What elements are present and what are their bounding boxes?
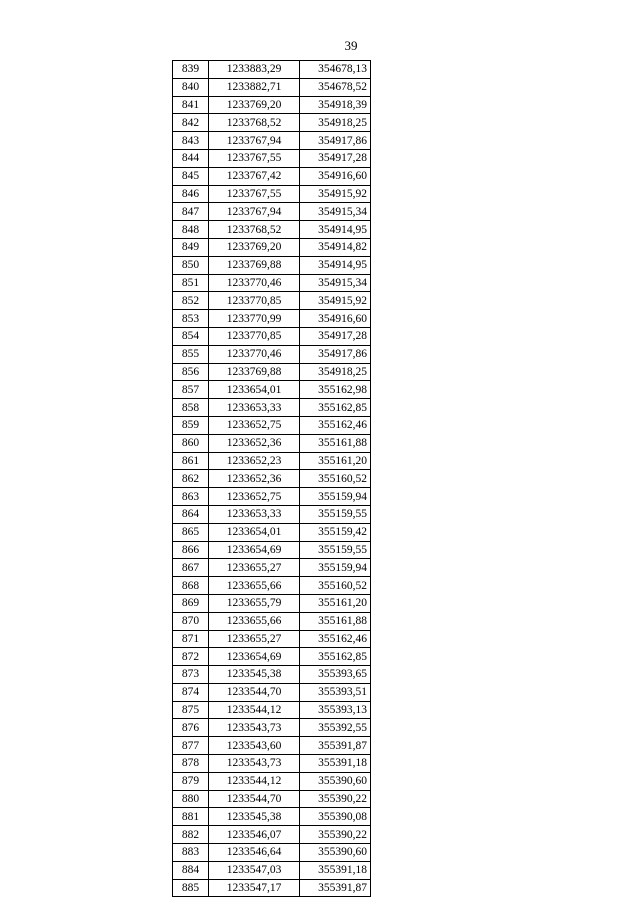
table-row <box>173 310 371 328</box>
y-coordinate-cell: 354915,34 <box>300 203 371 221</box>
table-row <box>173 96 371 114</box>
x-coordinate-cell: 1233546,07 <box>209 826 300 844</box>
point-number-cell: 882 <box>173 826 209 844</box>
x-coordinate-cell: 1233767,94 <box>209 132 300 150</box>
x-coordinate-cell: 1233769,88 <box>209 363 300 381</box>
table-row <box>173 772 371 790</box>
point-number-cell: 883 <box>173 844 209 862</box>
table-row <box>173 630 371 648</box>
table-row <box>173 612 371 630</box>
point-number-cell: 850 <box>173 256 209 274</box>
point-number-cell: 872 <box>173 648 209 666</box>
table-row <box>173 221 371 239</box>
x-coordinate-cell: 1233652,36 <box>209 470 300 488</box>
y-coordinate-cell: 355161,88 <box>300 434 371 452</box>
table-row <box>173 523 371 541</box>
table-row <box>173 648 371 666</box>
x-coordinate-cell: 1233655,66 <box>209 612 300 630</box>
x-coordinate-cell: 1233770,46 <box>209 274 300 292</box>
table-row <box>173 683 371 701</box>
y-coordinate-cell: 355391,87 <box>300 879 371 897</box>
point-number-cell: 854 <box>173 327 209 345</box>
x-coordinate-cell: 1233882,71 <box>209 78 300 96</box>
y-coordinate-cell: 354916,60 <box>300 167 371 185</box>
x-coordinate-cell: 1233546,64 <box>209 844 300 862</box>
point-number-cell: 842 <box>173 114 209 132</box>
point-number-cell: 867 <box>173 559 209 577</box>
y-coordinate-cell: 355391,18 <box>300 861 371 879</box>
table-row <box>173 345 371 363</box>
x-coordinate-cell: 1233770,46 <box>209 345 300 363</box>
x-coordinate-cell: 1233654,01 <box>209 523 300 541</box>
x-coordinate-cell: 1233544,70 <box>209 790 300 808</box>
x-coordinate-cell: 1233767,42 <box>209 167 300 185</box>
point-number-cell: 881 <box>173 808 209 826</box>
y-coordinate-cell: 354915,34 <box>300 274 371 292</box>
table-row <box>173 879 371 897</box>
x-coordinate-cell: 1233767,55 <box>209 185 300 203</box>
point-number-cell: 866 <box>173 541 209 559</box>
x-coordinate-cell: 1233654,69 <box>209 648 300 666</box>
point-number-cell: 869 <box>173 594 209 612</box>
y-coordinate-cell: 355390,22 <box>300 790 371 808</box>
table-row <box>173 399 371 417</box>
table-row <box>173 203 371 221</box>
table-row <box>173 434 371 452</box>
table-row <box>173 737 371 755</box>
y-coordinate-cell: 355162,98 <box>300 381 371 399</box>
table-row <box>173 844 371 862</box>
y-coordinate-cell: 355159,94 <box>300 559 371 577</box>
table-row <box>173 149 371 167</box>
x-coordinate-cell: 1233768,52 <box>209 114 300 132</box>
point-number-cell: 847 <box>173 203 209 221</box>
page-number: 39 <box>344 38 358 53</box>
table-row <box>173 238 371 256</box>
table-row <box>173 594 371 612</box>
table-row <box>173 470 371 488</box>
table-row <box>173 719 371 737</box>
x-coordinate-cell: 1233653,33 <box>209 399 300 417</box>
x-coordinate-cell: 1233543,60 <box>209 737 300 755</box>
x-coordinate-cell: 1233544,12 <box>209 772 300 790</box>
table-row <box>173 488 371 506</box>
table-row <box>173 292 371 310</box>
x-coordinate-cell: 1233652,75 <box>209 416 300 434</box>
y-coordinate-cell: 355162,85 <box>300 648 371 666</box>
table-row <box>173 185 371 203</box>
x-coordinate-cell: 1233543,73 <box>209 719 300 737</box>
coordinates-table <box>172 60 371 897</box>
point-number-cell: 880 <box>173 790 209 808</box>
point-number-cell: 873 <box>173 666 209 684</box>
x-coordinate-cell: 1233654,01 <box>209 381 300 399</box>
y-coordinate-cell: 355162,46 <box>300 630 371 648</box>
point-number-cell: 879 <box>173 772 209 790</box>
y-coordinate-cell: 355390,60 <box>300 844 371 862</box>
point-number-cell: 851 <box>173 274 209 292</box>
x-coordinate-cell: 1233547,03 <box>209 861 300 879</box>
table-row <box>173 577 371 595</box>
x-coordinate-cell: 1233547,17 <box>209 879 300 897</box>
point-number-cell: 877 <box>173 737 209 755</box>
x-coordinate-cell: 1233767,94 <box>209 203 300 221</box>
y-coordinate-cell: 354678,52 <box>300 78 371 96</box>
point-number-cell: 858 <box>173 399 209 417</box>
point-number-cell: 874 <box>173 683 209 701</box>
point-number-cell: 865 <box>173 523 209 541</box>
coordinates-table-body <box>173 61 371 897</box>
y-coordinate-cell: 354918,25 <box>300 114 371 132</box>
y-coordinate-cell: 354918,25 <box>300 363 371 381</box>
y-coordinate-cell: 355390,08 <box>300 808 371 826</box>
table-row <box>173 861 371 879</box>
table-row <box>173 452 371 470</box>
y-coordinate-cell: 354917,28 <box>300 149 371 167</box>
x-coordinate-cell: 1233767,55 <box>209 149 300 167</box>
point-number-cell: 870 <box>173 612 209 630</box>
table-row <box>173 78 371 96</box>
y-coordinate-cell: 355161,20 <box>300 452 371 470</box>
table-row <box>173 666 371 684</box>
point-number-cell: 884 <box>173 861 209 879</box>
y-coordinate-cell: 355390,60 <box>300 772 371 790</box>
table-row <box>173 755 371 773</box>
table-row <box>173 790 371 808</box>
point-number-cell: 846 <box>173 185 209 203</box>
y-coordinate-cell: 354916,60 <box>300 310 371 328</box>
x-coordinate-cell: 1233769,20 <box>209 96 300 114</box>
point-number-cell: 871 <box>173 630 209 648</box>
x-coordinate-cell: 1233543,73 <box>209 755 300 773</box>
point-number-cell: 875 <box>173 701 209 719</box>
y-coordinate-cell: 355159,42 <box>300 523 371 541</box>
x-coordinate-cell: 1233652,36 <box>209 434 300 452</box>
table-row <box>173 167 371 185</box>
point-number-cell: 848 <box>173 221 209 239</box>
x-coordinate-cell: 1233770,99 <box>209 310 300 328</box>
x-coordinate-cell: 1233655,27 <box>209 630 300 648</box>
table-row <box>173 416 371 434</box>
point-number-cell: 841 <box>173 96 209 114</box>
y-coordinate-cell: 354914,95 <box>300 256 371 274</box>
y-coordinate-cell: 354917,28 <box>300 327 371 345</box>
x-coordinate-cell: 1233545,38 <box>209 666 300 684</box>
point-number-cell: 863 <box>173 488 209 506</box>
x-coordinate-cell: 1233768,52 <box>209 221 300 239</box>
y-coordinate-cell: 355393,51 <box>300 683 371 701</box>
x-coordinate-cell: 1233652,23 <box>209 452 300 470</box>
x-coordinate-cell: 1233652,75 <box>209 488 300 506</box>
x-coordinate-cell: 1233654,69 <box>209 541 300 559</box>
x-coordinate-cell: 1233883,29 <box>209 61 300 79</box>
point-number-cell: 885 <box>173 879 209 897</box>
x-coordinate-cell: 1233655,79 <box>209 594 300 612</box>
table-row <box>173 541 371 559</box>
y-coordinate-cell: 355393,65 <box>300 666 371 684</box>
x-coordinate-cell: 1233653,33 <box>209 505 300 523</box>
y-coordinate-cell: 355162,46 <box>300 416 371 434</box>
point-number-cell: 852 <box>173 292 209 310</box>
y-coordinate-cell: 355391,18 <box>300 755 371 773</box>
point-number-cell: 849 <box>173 238 209 256</box>
x-coordinate-cell: 1233770,85 <box>209 327 300 345</box>
y-coordinate-cell: 355393,13 <box>300 701 371 719</box>
y-coordinate-cell: 354914,95 <box>300 221 371 239</box>
table-row <box>173 505 371 523</box>
point-number-cell: 861 <box>173 452 209 470</box>
table-row <box>173 381 371 399</box>
table-row <box>173 327 371 345</box>
point-number-cell: 843 <box>173 132 209 150</box>
table-row <box>173 363 371 381</box>
point-number-cell: 876 <box>173 719 209 737</box>
y-coordinate-cell: 355160,52 <box>300 577 371 595</box>
table-row <box>173 826 371 844</box>
point-number-cell: 859 <box>173 416 209 434</box>
x-coordinate-cell: 1233544,70 <box>209 683 300 701</box>
x-coordinate-cell: 1233655,27 <box>209 559 300 577</box>
point-number-cell: 860 <box>173 434 209 452</box>
y-coordinate-cell: 355390,22 <box>300 826 371 844</box>
point-number-cell: 862 <box>173 470 209 488</box>
y-coordinate-cell: 355159,55 <box>300 541 371 559</box>
point-number-cell: 855 <box>173 345 209 363</box>
y-coordinate-cell: 355162,85 <box>300 399 371 417</box>
point-number-cell: 864 <box>173 505 209 523</box>
table-row <box>173 132 371 150</box>
table-row <box>173 114 371 132</box>
table-row <box>173 61 371 79</box>
y-coordinate-cell: 354915,92 <box>300 292 371 310</box>
y-coordinate-cell: 354917,86 <box>300 132 371 150</box>
y-coordinate-cell: 354917,86 <box>300 345 371 363</box>
y-coordinate-cell: 354678,13 <box>300 61 371 79</box>
point-number-cell: 857 <box>173 381 209 399</box>
y-coordinate-cell: 354918,39 <box>300 96 371 114</box>
table-row <box>173 808 371 826</box>
y-coordinate-cell: 355392,55 <box>300 719 371 737</box>
point-number-cell: 844 <box>173 149 209 167</box>
x-coordinate-cell: 1233544,12 <box>209 701 300 719</box>
x-coordinate-cell: 1233769,20 <box>209 238 300 256</box>
point-number-cell: 868 <box>173 577 209 595</box>
y-coordinate-cell: 355159,55 <box>300 505 371 523</box>
table-row <box>173 256 371 274</box>
y-coordinate-cell: 355159,94 <box>300 488 371 506</box>
table-row <box>173 701 371 719</box>
table-row <box>173 559 371 577</box>
table-row <box>173 274 371 292</box>
point-number-cell: 839 <box>173 61 209 79</box>
y-coordinate-cell: 355391,87 <box>300 737 371 755</box>
point-number-cell: 878 <box>173 755 209 773</box>
point-number-cell: 840 <box>173 78 209 96</box>
y-coordinate-cell: 354915,92 <box>300 185 371 203</box>
point-number-cell: 856 <box>173 363 209 381</box>
x-coordinate-cell: 1233770,85 <box>209 292 300 310</box>
y-coordinate-cell: 355161,20 <box>300 594 371 612</box>
y-coordinate-cell: 355160,52 <box>300 470 371 488</box>
y-coordinate-cell: 354914,82 <box>300 238 371 256</box>
x-coordinate-cell: 1233545,38 <box>209 808 300 826</box>
y-coordinate-cell: 355161,88 <box>300 612 371 630</box>
x-coordinate-cell: 1233769,88 <box>209 256 300 274</box>
x-coordinate-cell: 1233655,66 <box>209 577 300 595</box>
point-number-cell: 845 <box>173 167 209 185</box>
point-number-cell: 853 <box>173 310 209 328</box>
